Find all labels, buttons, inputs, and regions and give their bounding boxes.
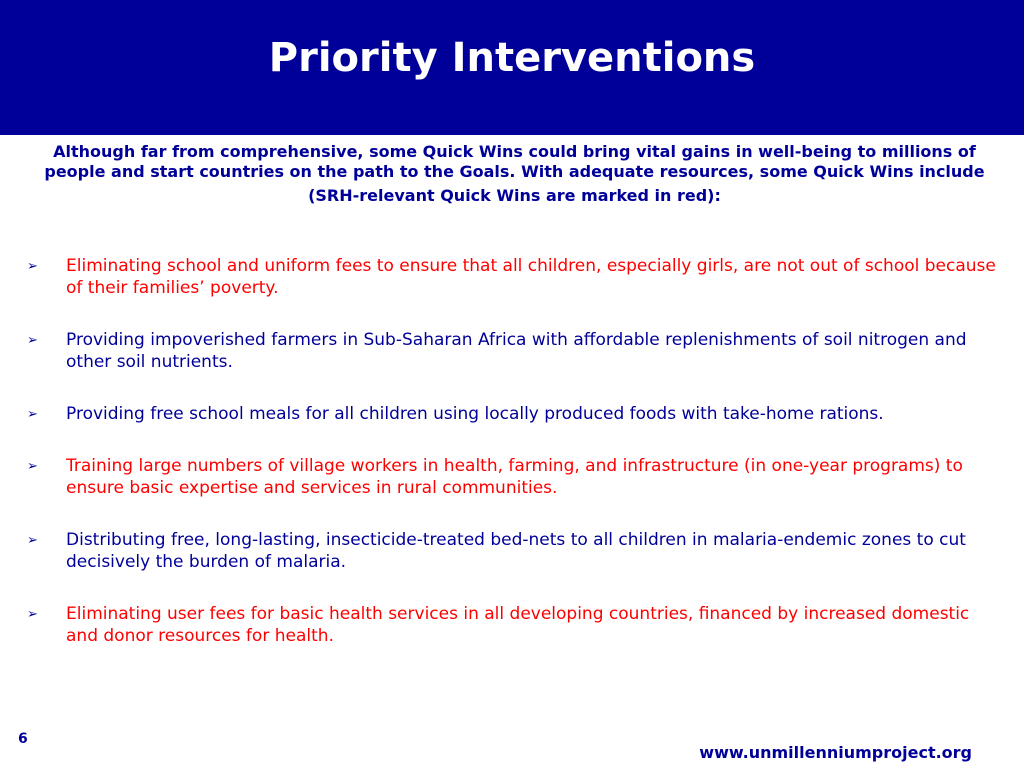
arrow-bullet-icon: ➢ — [27, 407, 38, 422]
list-item-text: Eliminating school and uniform fees to ensure that all children, especially girls, are not out of school because of their families’ poverty. — [66, 256, 996, 298]
intro-text — [32, 142, 997, 206]
title-bar — [0, 0, 1024, 135]
intro-lead: Although far from comprehensive, some Quick Wins could bring vital gains in well-being to millions of people and start countries on the path to the Goals. With adequate resources, some Quick Wins include — [44, 142, 985, 181]
list-item-text: Providing impoverished farmers in Sub-Saharan Africa with affordable replenishments of soil nitrogen and other soil nutrients. — [66, 330, 967, 372]
list-item — [0, 529, 1024, 573]
intro-note: (SRH-relevant Quick Wins are marked in red): — [308, 186, 721, 205]
list-item — [0, 255, 1024, 299]
slide-title: Priority Interventions — [268, 34, 756, 81]
list-item — [0, 455, 1024, 499]
list-item — [0, 329, 1024, 373]
list-item-text: Training large numbers of village workers in health, farming, and infrastructure (in one-year programs) to ensure basic expertise and services in rural communities. — [66, 456, 963, 498]
footer-url[interactable]: www.unmillenniumproject.org — [699, 743, 972, 762]
arrow-bullet-icon: ➢ — [27, 533, 38, 548]
list-item-text: Providing free school meals for all children using locally produced foods with take-home rations. — [66, 404, 884, 424]
arrow-bullet-icon: ➢ — [27, 607, 38, 622]
arrow-bullet-icon: ➢ — [27, 333, 38, 348]
page-number: 6 — [18, 731, 28, 747]
quick-wins-list — [0, 255, 1024, 677]
list-item-text: Eliminating user fees for basic health services in all developing countries, financed by increased domestic and donor resources for health. — [66, 604, 970, 646]
list-item-text: Distributing free, long-lasting, insecticide-treated bed-nets to all children in malaria-endemic zones to cut decisively the burden of malaria. — [66, 530, 966, 572]
list-item — [0, 403, 1024, 425]
arrow-bullet-icon: ➢ — [27, 459, 38, 474]
list-item — [0, 603, 1024, 647]
arrow-bullet-icon: ➢ — [27, 259, 38, 274]
